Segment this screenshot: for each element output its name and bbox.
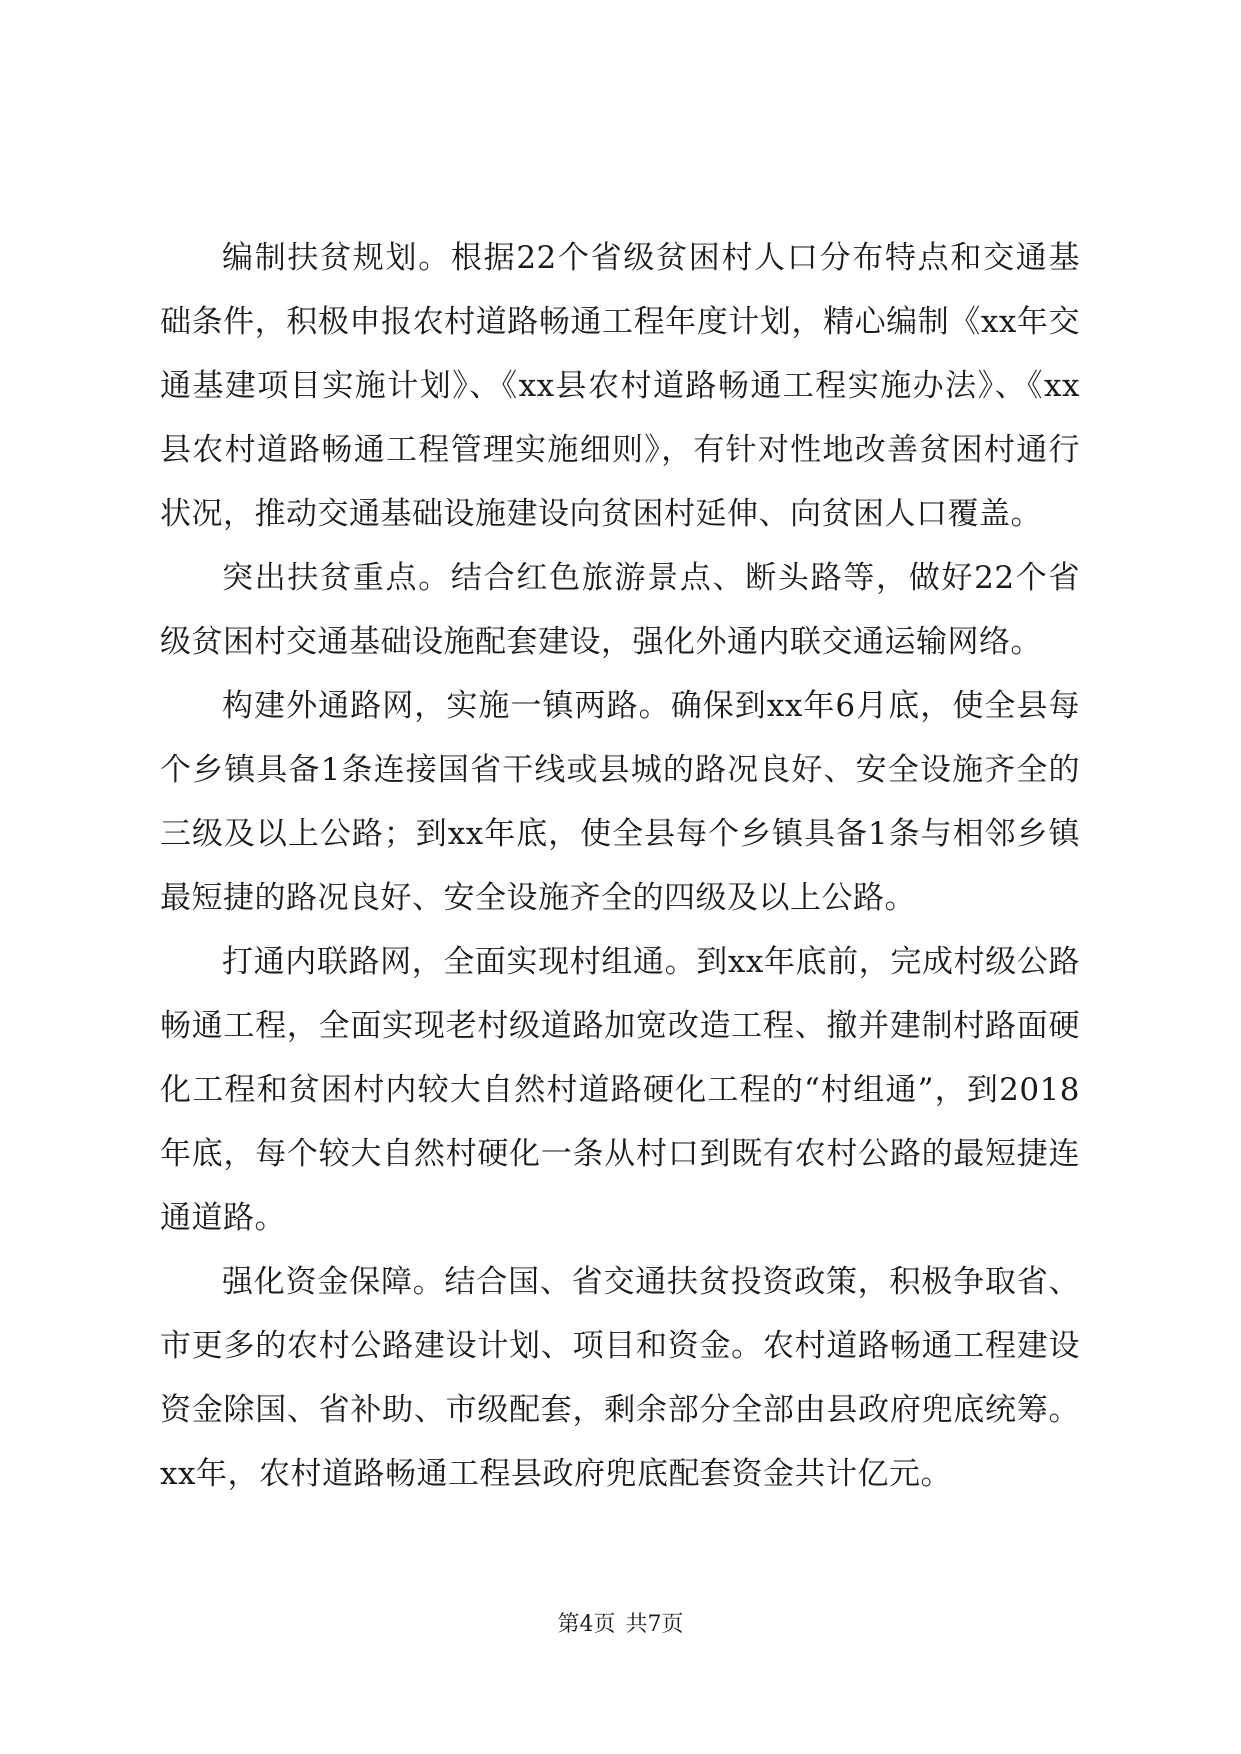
paragraph-external-network: 构建外通路网，实施一镇两路。确保到xx年6月底，使全县每个乡镇具备1条连接国省干线或县城的路况良好、安全设施齐全的三级及以上公路；到xx年底，使全县每个乡镇具备1条与相邻乡镇最短捷的路况良好、安全设施齐全的四级及以上公路。 — [160, 688, 1080, 916]
paragraph-planning: 编制扶贫规划。根据22个省级贫困村人口分布特点和交通基础条件，积极申报农村道路畅通工程年度计划，精心编制《xx年交通基建项目实施计划》、《xx县农村道路畅通工程实施办法》、《xx县农村道路畅通工程管理实施细则》，有针对性地改善贫困村通行状况，推动交通基础设施建设向贫困村延伸、向贫困人口覆盖。 — [160, 240, 1080, 532]
paragraph-funding: 强化资金保障。结合国、省交通扶贫投资政策，积极争取省、市更多的农村公路建设计划、项目和资金。农村道路畅通工程建设资金除国、省补助、市级配套，剩余部分全部由县政府兜底统筹。xx年，农村道路畅通工程县政府兜底配套资金共计亿元。 — [160, 1264, 1080, 1492]
page-number-current: 第4页 — [557, 1612, 616, 1637]
paragraph-focus: 突出扶贫重点。结合红色旅游景点、断头路等，做好22个省级贫困村交通基础设施配套建设，强化外通内联交通运输网络。 — [160, 560, 1080, 660]
page-footer — [0, 1610, 1241, 1640]
page-number-total: 共7页 — [625, 1612, 684, 1637]
paragraph-internal-network: 打通内联路网，全面实现村组通。到xx年底前，完成村级公路畅通工程，全面实现老村级道路加宽改造工程、撤并建制村路面硬化工程和贫困村内较大自然村道路硬化工程的“村组通”，到2018年底，每个较大自然村硬化一条从村口到既有农村公路的最短捷连通道路。 — [160, 944, 1080, 1236]
document-body — [160, 226, 1080, 1506]
